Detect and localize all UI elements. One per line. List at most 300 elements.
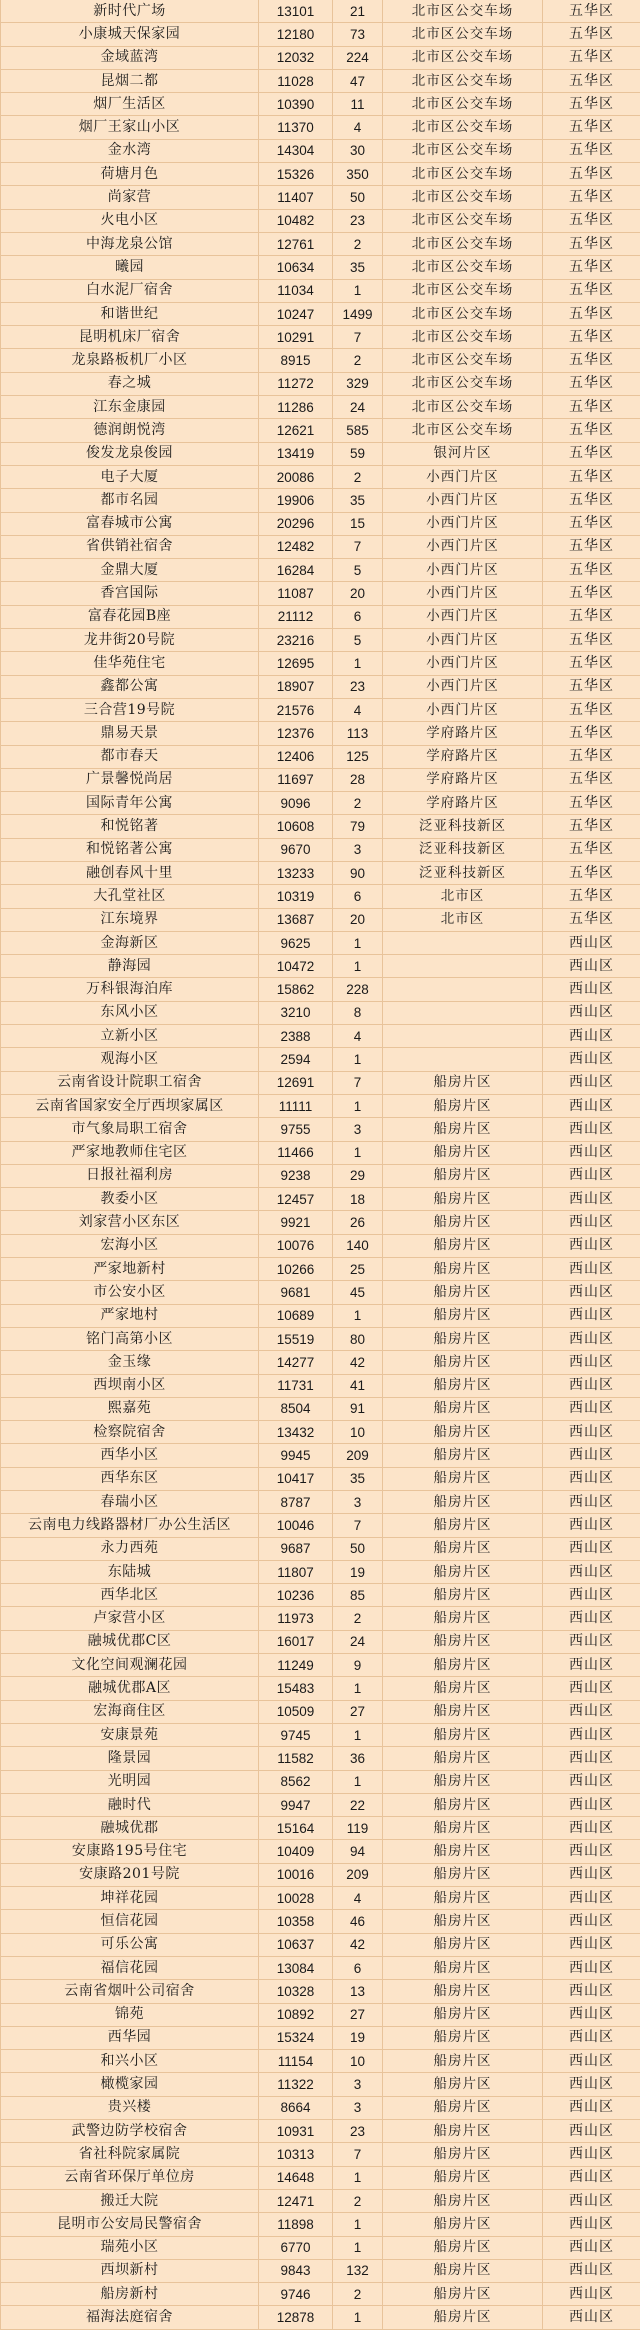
cell-price: 10509 <box>259 1700 333 1723</box>
cell-name: 市气象局职工宿舍 <box>1 1118 259 1141</box>
cell-price: 10390 <box>259 93 333 116</box>
cell-district: 西山区 <box>543 1863 640 1886</box>
cell-area: 船房片区 <box>383 1211 543 1234</box>
cell-district: 五华区 <box>543 0 640 23</box>
cell-count: 24 <box>333 396 383 419</box>
cell-price: 12457 <box>259 1188 333 1211</box>
table-row <box>1 1491 640 1514</box>
cell-district: 西山区 <box>543 1747 640 1770</box>
cell-price: 10417 <box>259 1467 333 1490</box>
cell-name: 火电小区 <box>1 209 259 232</box>
cell-count: 1 <box>333 279 383 302</box>
cell-name: 江东境界 <box>1 908 259 931</box>
cell-district: 五华区 <box>543 302 640 325</box>
cell-district: 五华区 <box>543 163 640 186</box>
cell-area: 北市区公交车场 <box>383 419 543 442</box>
cell-count: 1 <box>333 2236 383 2259</box>
cell-district: 西山区 <box>543 2306 640 2329</box>
cell-area: 船房片区 <box>383 2213 543 2236</box>
cell-area: 北市区公交车场 <box>383 279 543 302</box>
cell-area: 船房片区 <box>383 2166 543 2189</box>
cell-area: 泛亚科技新区 <box>383 838 543 861</box>
cell-area: 船房片区 <box>383 1980 543 2003</box>
cell-district: 西山区 <box>543 1094 640 1117</box>
cell-name: 和兴小区 <box>1 2050 259 2073</box>
cell-area: 北市区公交车场 <box>383 69 543 92</box>
cell-district: 五华区 <box>543 372 640 395</box>
cell-price: 10409 <box>259 1840 333 1863</box>
cell-district: 西山区 <box>543 1421 640 1444</box>
cell-count: 7 <box>333 1514 383 1537</box>
cell-name: 西华小区 <box>1 1444 259 1467</box>
cell-price: 12691 <box>259 1071 333 1094</box>
cell-count: 3 <box>333 838 383 861</box>
cell-count: 1 <box>333 652 383 675</box>
cell-price: 11697 <box>259 768 333 791</box>
cell-area <box>383 1001 543 1024</box>
table-row <box>1 69 640 92</box>
cell-count: 19 <box>333 2026 383 2049</box>
cell-district: 西山区 <box>543 2213 640 2236</box>
table-row <box>1 1071 640 1094</box>
cell-price: 11973 <box>259 1607 333 1630</box>
cell-area: 北市区公交车场 <box>383 116 543 139</box>
cell-price: 9947 <box>259 1793 333 1816</box>
cell-area: 学府路片区 <box>383 722 543 745</box>
cell-area: 船房片区 <box>383 1933 543 1956</box>
cell-area: 小西门片区 <box>383 629 543 652</box>
cell-price: 11370 <box>259 116 333 139</box>
table-row <box>1 232 640 255</box>
cell-price: 12482 <box>259 535 333 558</box>
table-row <box>1 139 640 162</box>
cell-count: 18 <box>333 1188 383 1211</box>
cell-area: 北市区公交车场 <box>383 396 543 419</box>
table-row <box>1 2213 640 2236</box>
cell-count: 9 <box>333 1654 383 1677</box>
cell-name: 橄榄家园 <box>1 2073 259 2096</box>
cell-count: 2 <box>333 1607 383 1630</box>
cell-count: 85 <box>333 1584 383 1607</box>
cell-area: 船房片区 <box>383 1560 543 1583</box>
cell-area: 船房片区 <box>383 2050 543 2073</box>
cell-area: 船房片区 <box>383 1793 543 1816</box>
cell-name: 和谐世纪 <box>1 302 259 325</box>
cell-district: 五华区 <box>543 535 640 558</box>
cell-area <box>383 1048 543 1071</box>
cell-name: 春瑞小区 <box>1 1491 259 1514</box>
cell-count: 6 <box>333 605 383 628</box>
table-row <box>1 885 640 908</box>
cell-district: 五华区 <box>543 256 640 279</box>
table-row <box>1 256 640 279</box>
cell-name: 三合营19号院 <box>1 698 259 721</box>
cell-count: 1 <box>333 2213 383 2236</box>
cell-price: 14304 <box>259 139 333 162</box>
cell-name: 广景馨悦尚居 <box>1 768 259 791</box>
cell-count: 2 <box>333 349 383 372</box>
table-row <box>1 1956 640 1979</box>
cell-count: 1 <box>333 1304 383 1327</box>
cell-count: 94 <box>333 1840 383 1863</box>
table-row <box>1 1840 640 1863</box>
cell-district: 西山区 <box>543 1211 640 1234</box>
table-row <box>1 396 640 419</box>
cell-name: 国际青年公寓 <box>1 792 259 815</box>
cell-name: 烟厂生活区 <box>1 93 259 116</box>
cell-price: 9945 <box>259 1444 333 1467</box>
cell-name: 立新小区 <box>1 1025 259 1048</box>
table-row <box>1 722 640 745</box>
cell-area: 船房片区 <box>383 1700 543 1723</box>
cell-name: 烟厂王家山小区 <box>1 116 259 139</box>
cell-price: 8562 <box>259 1770 333 1793</box>
cell-area: 北市区公交车场 <box>383 139 543 162</box>
table-row <box>1 1001 640 1024</box>
table-row <box>1 955 640 978</box>
table-row <box>1 349 640 372</box>
cell-district: 五华区 <box>543 186 640 209</box>
cell-name: 金域蓝湾 <box>1 46 259 69</box>
cell-name: 鑫都公寓 <box>1 675 259 698</box>
cell-price: 8915 <box>259 349 333 372</box>
cell-name: 市公安小区 <box>1 1281 259 1304</box>
cell-price: 20296 <box>259 512 333 535</box>
cell-district: 五华区 <box>543 23 640 46</box>
cell-name: 省供销社宿舍 <box>1 535 259 558</box>
cell-price: 11466 <box>259 1141 333 1164</box>
cell-price: 15164 <box>259 1817 333 1840</box>
cell-area: 船房片区 <box>383 1747 543 1770</box>
table-row <box>1 1980 640 2003</box>
cell-count: 585 <box>333 419 383 442</box>
cell-district: 西山区 <box>543 1234 640 1257</box>
cell-price: 11272 <box>259 372 333 395</box>
cell-district: 五华区 <box>543 396 640 419</box>
cell-district: 五华区 <box>543 838 640 861</box>
cell-area: 船房片区 <box>383 1584 543 1607</box>
cell-price: 11731 <box>259 1374 333 1397</box>
cell-district: 五华区 <box>543 232 640 255</box>
table-row <box>1 1397 640 1420</box>
cell-area: 小西门片区 <box>383 605 543 628</box>
table-row <box>1 2143 640 2166</box>
cell-name: 都市春天 <box>1 745 259 768</box>
cell-district: 西山区 <box>543 2003 640 2026</box>
cell-price: 13432 <box>259 1421 333 1444</box>
cell-price: 11249 <box>259 1654 333 1677</box>
cell-name: 福海法庭宿舍 <box>1 2306 259 2329</box>
cell-name: 金玉缘 <box>1 1351 259 1374</box>
cell-price: 10313 <box>259 2143 333 2166</box>
cell-count: 5 <box>333 629 383 652</box>
cell-name: 龙泉路板机厂小区 <box>1 349 259 372</box>
cell-district: 西山区 <box>543 1351 640 1374</box>
cell-count: 42 <box>333 1933 383 1956</box>
cell-district: 西山区 <box>543 1630 640 1653</box>
cell-area: 船房片区 <box>383 1164 543 1187</box>
cell-area: 北市区公交车场 <box>383 302 543 325</box>
cell-area: 小西门片区 <box>383 698 543 721</box>
cell-price: 8504 <box>259 1397 333 1420</box>
cell-area: 船房片区 <box>383 2003 543 2026</box>
cell-district: 西山区 <box>543 1071 640 1094</box>
cell-price: 10046 <box>259 1514 333 1537</box>
table-row <box>1 419 640 442</box>
cell-area: 船房片区 <box>383 1258 543 1281</box>
cell-district: 西山区 <box>543 1817 640 1840</box>
cell-price: 11898 <box>259 2213 333 2236</box>
cell-district: 西山区 <box>543 1887 640 1910</box>
cell-area: 船房片区 <box>383 2073 543 2096</box>
table-row <box>1 512 640 535</box>
cell-price: 9921 <box>259 1211 333 1234</box>
cell-price: 11582 <box>259 1747 333 1770</box>
cell-area: 北市区公交车场 <box>383 232 543 255</box>
table-row <box>1 1584 640 1607</box>
cell-name: 曦园 <box>1 256 259 279</box>
cell-area: 船房片区 <box>383 2283 543 2306</box>
cell-count: 1 <box>333 1677 383 1700</box>
cell-price: 15324 <box>259 2026 333 2049</box>
cell-count: 27 <box>333 2003 383 2026</box>
cell-count: 20 <box>333 582 383 605</box>
cell-name: 云南省环保厅单位房 <box>1 2166 259 2189</box>
cell-price: 10892 <box>259 2003 333 2026</box>
table-row <box>1 1560 640 1583</box>
table-row <box>1 815 640 838</box>
cell-count: 35 <box>333 489 383 512</box>
cell-name: 东风小区 <box>1 1001 259 1024</box>
cell-district: 五华区 <box>543 675 640 698</box>
table-row <box>1 2050 640 2073</box>
cell-count: 47 <box>333 69 383 92</box>
cell-district: 西山区 <box>543 2096 640 2119</box>
cell-count: 13 <box>333 1980 383 2003</box>
cell-price: 9745 <box>259 1723 333 1746</box>
cell-price: 9755 <box>259 1118 333 1141</box>
table-row <box>1 2073 640 2096</box>
table-row <box>1 1281 640 1304</box>
cell-area: 小西门片区 <box>383 582 543 605</box>
cell-area: 小西门片区 <box>383 489 543 512</box>
cell-district: 西山区 <box>543 1956 640 1979</box>
cell-count: 113 <box>333 722 383 745</box>
cell-count: 21 <box>333 0 383 23</box>
table-row <box>1 2306 640 2329</box>
cell-district: 五华区 <box>543 652 640 675</box>
cell-price: 8664 <box>259 2096 333 2119</box>
cell-district: 五华区 <box>543 861 640 884</box>
cell-area: 船房片区 <box>383 1234 543 1257</box>
cell-count: 15 <box>333 512 383 535</box>
cell-price: 11087 <box>259 582 333 605</box>
cell-price: 12878 <box>259 2306 333 2329</box>
cell-price: 8787 <box>259 1491 333 1514</box>
table-row <box>1 93 640 116</box>
cell-district: 西山区 <box>543 1304 640 1327</box>
table-row <box>1 1910 640 1933</box>
table-row <box>1 745 640 768</box>
cell-district: 五华区 <box>543 885 640 908</box>
cell-district: 西山区 <box>543 1607 640 1630</box>
cell-count: 1 <box>333 931 383 954</box>
table-row <box>1 1467 640 1490</box>
table-row <box>1 1933 640 1956</box>
table-row <box>1 978 640 1001</box>
cell-count: 1 <box>333 1723 383 1746</box>
cell-district: 西山区 <box>543 1560 640 1583</box>
cell-district: 西山区 <box>543 1467 640 1490</box>
cell-area: 北市区公交车场 <box>383 0 543 23</box>
cell-area: 船房片区 <box>383 1654 543 1677</box>
cell-district: 五华区 <box>543 582 640 605</box>
table-row <box>1 1048 640 1071</box>
cell-district: 五华区 <box>543 69 640 92</box>
cell-count: 350 <box>333 163 383 186</box>
table-row <box>1 209 640 232</box>
cell-district: 五华区 <box>543 559 640 582</box>
cell-count: 228 <box>333 978 383 1001</box>
cell-count: 1 <box>333 955 383 978</box>
cell-area: 泛亚科技新区 <box>383 815 543 838</box>
cell-area: 船房片区 <box>383 1887 543 1910</box>
table-row <box>1 163 640 186</box>
cell-district: 西山区 <box>543 2143 640 2166</box>
cell-name: 和悦铭著公寓 <box>1 838 259 861</box>
cell-count: 125 <box>333 745 383 768</box>
cell-district: 西山区 <box>543 2073 640 2096</box>
cell-count: 90 <box>333 861 383 884</box>
cell-price: 10291 <box>259 326 333 349</box>
cell-price: 10608 <box>259 815 333 838</box>
cell-count: 329 <box>333 372 383 395</box>
cell-price: 11111 <box>259 1094 333 1117</box>
table-row <box>1 908 640 931</box>
table-row <box>1 1351 640 1374</box>
cell-name: 云南电力线路器材厂办公生活区 <box>1 1514 259 1537</box>
cell-name: 观海小区 <box>1 1048 259 1071</box>
cell-name: 熙嘉苑 <box>1 1397 259 1420</box>
cell-count: 23 <box>333 675 383 698</box>
table-row <box>1 442 640 465</box>
cell-area: 北市区公交车场 <box>383 256 543 279</box>
cell-count: 6 <box>333 1956 383 1979</box>
cell-name: 卢家营小区 <box>1 1607 259 1630</box>
cell-price: 12180 <box>259 23 333 46</box>
table-row <box>1 1234 640 1257</box>
cell-area: 船房片区 <box>383 1770 543 1793</box>
cell-price: 15862 <box>259 978 333 1001</box>
cell-name: 鼎易天景 <box>1 722 259 745</box>
cell-district: 五华区 <box>543 139 640 162</box>
cell-price: 11807 <box>259 1560 333 1583</box>
cell-district: 西山区 <box>543 1910 640 1933</box>
cell-area <box>383 978 543 1001</box>
table-row <box>1 1094 640 1117</box>
cell-name: 东陆城 <box>1 1560 259 1583</box>
cell-count: 23 <box>333 2120 383 2143</box>
cell-name: 香宫国际 <box>1 582 259 605</box>
table-row <box>1 326 640 349</box>
cell-district: 五华区 <box>543 698 640 721</box>
cell-name: 安康路195号住宅 <box>1 1840 259 1863</box>
cell-name: 金鼎大厦 <box>1 559 259 582</box>
cell-name: 日报社福利房 <box>1 1164 259 1187</box>
cell-name: 西坝新村 <box>1 2259 259 2282</box>
cell-district: 西山区 <box>543 1654 640 1677</box>
cell-area: 船房片区 <box>383 1444 543 1467</box>
cell-price: 10266 <box>259 1258 333 1281</box>
cell-area: 北市区公交车场 <box>383 349 543 372</box>
cell-count: 7 <box>333 2143 383 2166</box>
cell-district: 五华区 <box>543 349 640 372</box>
cell-count: 7 <box>333 535 383 558</box>
cell-count: 35 <box>333 1467 383 1490</box>
table-row <box>1 652 640 675</box>
table-row <box>1 2003 640 2026</box>
cell-district: 五华区 <box>543 815 640 838</box>
cell-name: 佳华苑住宅 <box>1 652 259 675</box>
table-row <box>1 1444 640 1467</box>
cell-count: 1 <box>333 1048 383 1071</box>
table-row <box>1 2166 640 2189</box>
cell-count: 19 <box>333 1560 383 1583</box>
cell-price: 2594 <box>259 1048 333 1071</box>
cell-count: 3 <box>333 1118 383 1141</box>
cell-price: 10328 <box>259 1980 333 2003</box>
cell-name: 云南省烟叶公司宿舍 <box>1 1980 259 2003</box>
cell-price: 13233 <box>259 861 333 884</box>
cell-price: 13084 <box>259 1956 333 1979</box>
cell-price: 11322 <box>259 2073 333 2096</box>
cell-district: 西山区 <box>543 1141 640 1164</box>
cell-price: 10634 <box>259 256 333 279</box>
table-row <box>1 279 640 302</box>
cell-count: 4 <box>333 116 383 139</box>
cell-district: 西山区 <box>543 1700 640 1723</box>
cell-name: 云南省国家安全厅西坝家属区 <box>1 1094 259 1117</box>
cell-area: 小西门片区 <box>383 535 543 558</box>
table-row <box>1 1537 640 1560</box>
cell-name: 坤祥花园 <box>1 1887 259 1910</box>
cell-name: 融城优郡A区 <box>1 1677 259 1700</box>
table-row <box>1 1118 640 1141</box>
cell-price: 11154 <box>259 2050 333 2073</box>
cell-count: 2 <box>333 232 383 255</box>
table-row <box>1 1770 640 1793</box>
cell-count: 41 <box>333 1374 383 1397</box>
cell-name: 西坝南小区 <box>1 1374 259 1397</box>
cell-name: 武警边防学校宿舍 <box>1 2120 259 2143</box>
cell-area: 小西门片区 <box>383 465 543 488</box>
table-row <box>1 1514 640 1537</box>
cell-area: 北市区公交车场 <box>383 326 543 349</box>
cell-name: 福信花园 <box>1 1956 259 1979</box>
table-row <box>1 465 640 488</box>
cell-price: 12761 <box>259 232 333 255</box>
cell-area: 船房片区 <box>383 1188 543 1211</box>
cell-area: 北市区公交车场 <box>383 186 543 209</box>
cell-name: 静海园 <box>1 955 259 978</box>
cell-area: 北市区公交车场 <box>383 23 543 46</box>
cell-district: 五华区 <box>543 629 640 652</box>
table-row <box>1 535 640 558</box>
cell-price: 10319 <box>259 885 333 908</box>
cell-name: 严家地村 <box>1 1304 259 1327</box>
cell-count: 46 <box>333 1910 383 1933</box>
cell-count: 2 <box>333 2283 383 2306</box>
